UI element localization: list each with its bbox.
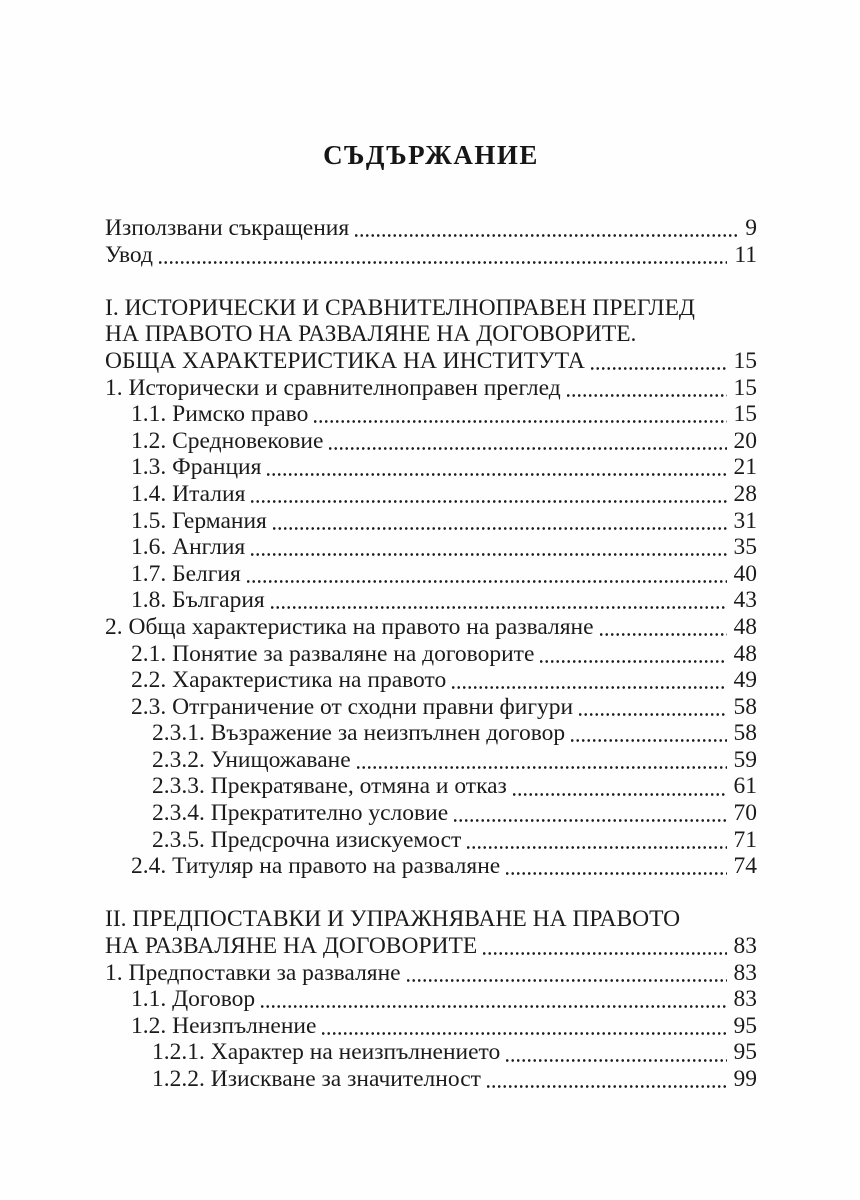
toc-entry-label: 2.3.4. Прекратително условие — [152, 800, 449, 827]
toc-page-number: 99 — [733, 1066, 757, 1092]
toc-row — [131, 694, 757, 721]
toc-row — [131, 508, 757, 535]
toc-dot-leader — [571, 739, 726, 742]
toc-row — [152, 827, 757, 854]
toc-entry-label: 1.1. Договор — [131, 986, 256, 1013]
toc-entry-label: 1.8. България — [131, 587, 265, 614]
toc-dot-leader — [467, 846, 726, 849]
toc-entry — [105, 454, 757, 481]
toc-dot-leader — [579, 713, 726, 716]
toc-row — [131, 534, 757, 561]
toc-entry — [105, 401, 757, 428]
page-title: СЪДЪРЖАНИЕ — [323, 140, 539, 170]
toc-entry-label: 1.2.2. Изискване за значителност — [152, 1066, 481, 1092]
toc-entry-label: 1.5. Германия — [131, 507, 267, 534]
toc-page-number: 61 — [733, 773, 757, 800]
toc-entry — [105, 906, 757, 959]
toc-page-number: 70 — [733, 800, 757, 827]
toc-page-number: 59 — [733, 746, 757, 773]
toc-row — [105, 614, 757, 641]
toc-entry — [105, 827, 757, 854]
table-of-contents — [105, 215, 757, 1093]
toc-row — [131, 667, 757, 694]
toc-row — [105, 348, 757, 375]
toc-entry — [105, 800, 757, 827]
toc-entry-label: ОБЩА ХАРАКТЕРИСТИКА НА ИНСТИТУТА — [105, 347, 585, 374]
toc-page-number: 15 — [733, 374, 757, 401]
toc-entry — [105, 295, 757, 375]
toc-entry-label: 2.2. Характеристика на правото — [131, 667, 447, 694]
toc-entry-label: 1. Исторически и сравнителноправен преглед — [105, 374, 561, 401]
toc-page-number: 48 — [733, 613, 757, 640]
toc-page-number: 83 — [733, 986, 757, 1013]
toc-page-number: 43 — [733, 587, 757, 614]
toc-dot-leader — [357, 766, 727, 769]
toc-dot-leader — [159, 261, 727, 264]
toc-entry — [105, 534, 757, 561]
toc-entry — [105, 641, 757, 668]
toc-entry-label: 1.4. Италия — [131, 480, 246, 507]
toc-entry-label: 1.2. Средновековие — [131, 427, 324, 454]
toc-entry-label: 1. Предпоставки за разваляне — [105, 959, 401, 986]
toc-entry-label: 2. Обща характеристика на правото на разваляне — [105, 613, 594, 640]
toc-dot-leader — [329, 447, 726, 450]
toc-dot-leader — [454, 819, 726, 822]
toc-page-number: 11 — [734, 241, 757, 268]
toc-entry-label: 2.3.1. Възражение за неизпълнен договор — [152, 720, 566, 747]
toc-page-number: 31 — [733, 507, 757, 534]
toc-row — [152, 773, 757, 800]
toc-entry-label: 2.3.2. Унищожаване — [152, 746, 351, 773]
toc-entry-label: 2.3.5. Предсрочна изискуемост — [152, 826, 462, 853]
toc-page-number: 95 — [733, 1012, 757, 1039]
toc-row — [105, 960, 757, 987]
toc-entry-label: 2.3. Отграничение от сходни правни фигури — [131, 693, 574, 720]
toc-entry — [105, 587, 757, 614]
toc-page-number: 15 — [733, 401, 757, 428]
toc-entry — [105, 667, 757, 694]
toc-dot-leader — [271, 606, 727, 609]
toc-dot-leader — [506, 1059, 726, 1062]
toc-dot-leader — [600, 633, 727, 636]
toc-dot-leader — [273, 527, 727, 530]
toc-dot-leader — [251, 500, 726, 503]
toc-page-number: 58 — [733, 720, 757, 747]
toc-entry — [105, 215, 757, 242]
toc-entry — [105, 614, 757, 641]
toc-row — [131, 428, 757, 455]
toc-entry-label: 1.2.1. Характер на неизпълнението — [152, 1039, 501, 1066]
toc-entry-label: 1.7. Белгия — [131, 560, 241, 587]
toc-entry-label: 1.3. Франция — [131, 454, 262, 481]
toc-entry — [105, 986, 757, 1013]
toc-row — [131, 401, 757, 428]
toc-row — [152, 1066, 757, 1093]
toc-dot-leader — [261, 1005, 726, 1008]
toc-dot-leader — [322, 1032, 726, 1035]
toc-dot-leader — [483, 952, 726, 955]
toc-entry — [105, 960, 757, 987]
toc-dot-leader — [267, 473, 726, 476]
toc-entry-label: 2.1. Понятие за разваляне на договорите — [131, 640, 535, 667]
toc-entry — [105, 375, 757, 402]
toc-page-number: 95 — [733, 1039, 757, 1066]
toc-row — [152, 1039, 757, 1066]
toc-dot-leader — [247, 580, 727, 583]
toc-page-number: 40 — [733, 560, 757, 587]
toc-entry — [105, 1013, 757, 1040]
toc-page-number: 28 — [733, 480, 757, 507]
toc-row — [131, 587, 757, 614]
toc-entry — [105, 242, 757, 269]
toc-row — [131, 641, 757, 668]
toc-page-number: 35 — [733, 534, 757, 561]
toc-dot-leader — [407, 979, 727, 982]
toc-row — [152, 800, 757, 827]
toc-row — [152, 747, 757, 774]
toc-entry — [105, 773, 757, 800]
toc-entry — [105, 720, 757, 747]
toc-dot-leader — [314, 420, 726, 423]
toc-entry-label: 1.1. Римско право — [131, 401, 309, 428]
toc-page-number: 71 — [733, 826, 757, 853]
toc-row — [152, 720, 757, 747]
toc-entry — [105, 481, 757, 508]
toc-page-number: 20 — [733, 427, 757, 454]
toc-dot-leader — [452, 686, 726, 689]
toc-entry — [105, 694, 757, 721]
toc-row — [105, 215, 757, 242]
toc-entry-label: НА РАЗВАЛЯНЕ НА ДОГОВОРИТЕ — [105, 933, 478, 960]
toc-row — [131, 986, 757, 1013]
toc-dot-leader — [487, 1085, 727, 1088]
toc-row — [105, 242, 757, 269]
toc-dot-leader — [513, 793, 727, 796]
toc-page-number: 58 — [733, 693, 757, 720]
toc-row — [131, 853, 757, 880]
toc-entry — [105, 561, 757, 588]
toc-row — [131, 454, 757, 481]
toc-row — [131, 481, 757, 508]
toc-entry — [105, 853, 757, 880]
toc-dot-leader — [591, 367, 727, 370]
toc-row — [131, 561, 757, 588]
toc-entry — [105, 1039, 757, 1066]
toc-row — [131, 1013, 757, 1040]
toc-page-number: 83 — [733, 933, 757, 960]
toc-page-number: 21 — [733, 454, 757, 481]
toc-entry — [105, 1066, 757, 1093]
toc-entry-label: Увод — [105, 241, 153, 268]
toc-entry-label: 2.4. Титуляр на правото на разваляне — [131, 853, 501, 880]
toc-dot-leader — [540, 660, 726, 663]
toc-page-number: 74 — [733, 853, 757, 880]
toc-row — [105, 375, 757, 402]
toc-page-number: 9 — [745, 215, 757, 241]
toc-row — [105, 933, 757, 960]
toc-dot-leader — [355, 234, 738, 237]
toc-entry — [105, 508, 757, 535]
toc-entry — [105, 428, 757, 455]
toc-dot-leader — [567, 394, 727, 397]
toc-page-number: 49 — [733, 667, 757, 694]
toc-page-number: 48 — [733, 640, 757, 667]
toc-entry-label: Използвани съкращения — [105, 215, 350, 241]
toc-dot-leader — [251, 553, 726, 556]
toc-entry-label: 2.3.3. Прекратяване, отмяна и отказ — [152, 773, 507, 800]
toc-heading-line: НА ПРАВОТО НА РАЗВАЛЯНЕ НА ДОГОВОРИТЕ. — [105, 321, 637, 348]
toc-entry-label: 1.6. Англия — [131, 534, 246, 561]
toc-page-number: 83 — [733, 959, 757, 986]
toc-entry-label: 1.2. Неизпълнение — [131, 1012, 317, 1039]
toc-entry — [105, 747, 757, 774]
toc-dot-leader — [506, 872, 726, 875]
toc-heading-line: II. ПРЕДПОСТАВКИ И УПРАЖНЯВАНЕ НА ПРАВОТО — [105, 906, 681, 933]
toc-heading-line: I. ИСТОРИЧЕСКИ И СРАВНИТЕЛНОПРАВЕН ПРЕГЛЕД — [105, 294, 695, 321]
toc-page-number: 15 — [733, 347, 757, 374]
